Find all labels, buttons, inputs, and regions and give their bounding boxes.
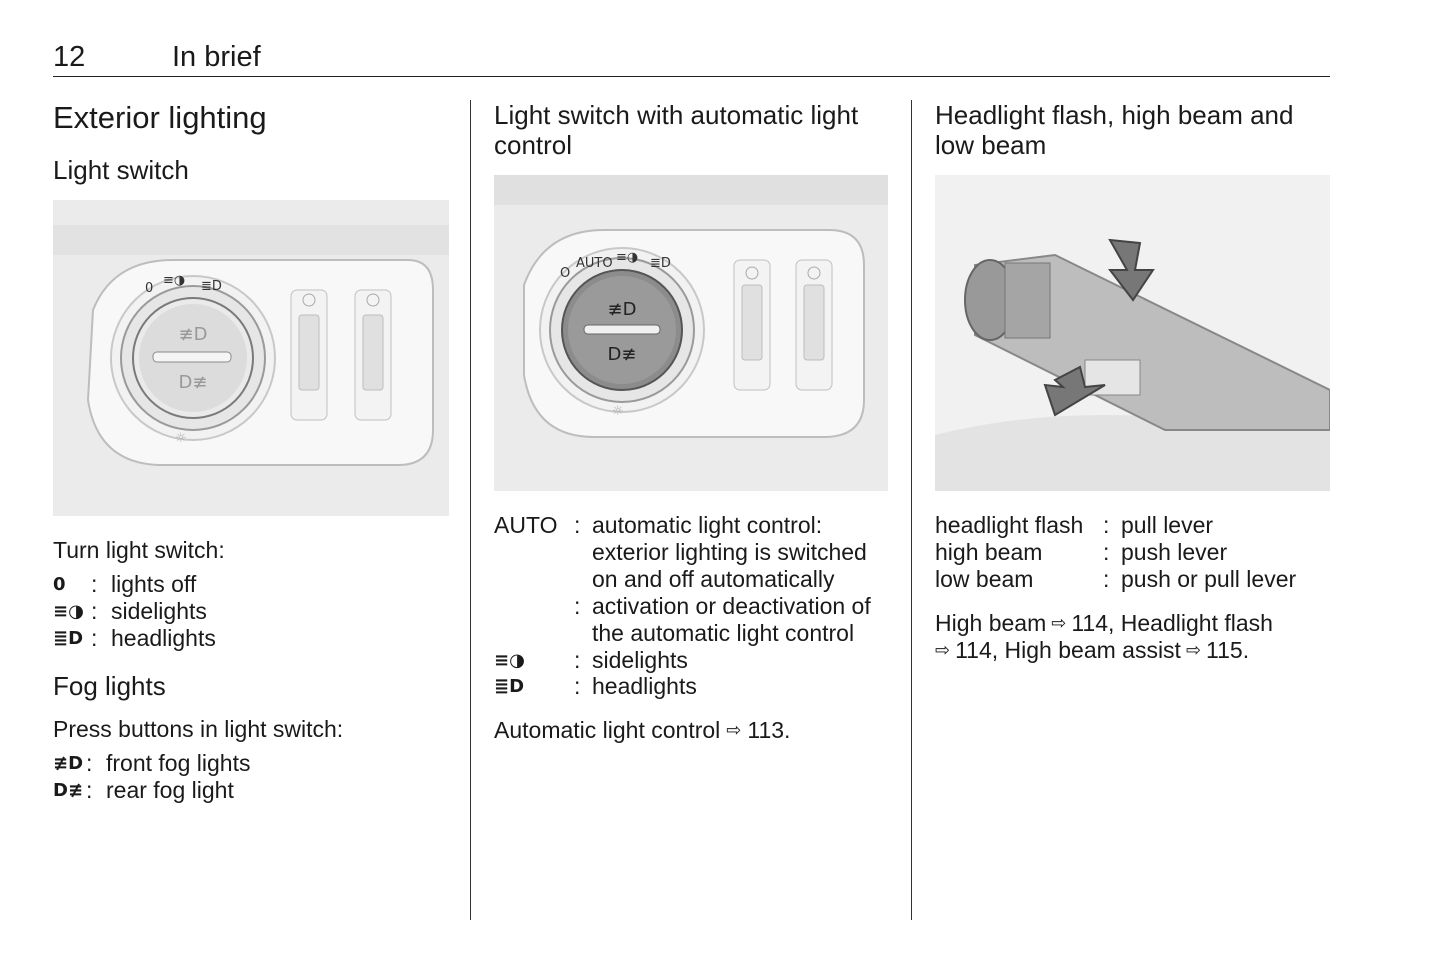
page-ref-link[interactable]: 115.: [1206, 637, 1250, 663]
svg-text:☼: ☼: [612, 404, 624, 419]
auto-light-switch-image: [494, 175, 888, 491]
cross-reference: [935, 637, 1249, 664]
header-rule: [53, 76, 1330, 77]
off-position-icon: 0: [145, 281, 154, 296]
front-fog-icon: ≢D: [178, 324, 208, 345]
auto-off-icon: O: [560, 266, 571, 281]
page-ref-link[interactable]: 114, High beam assist: [955, 637, 1181, 663]
cross-reference: Automatic light control ⇨ 113.: [494, 717, 791, 743]
list-item: ≡◑ : sidelights: [494, 647, 688, 673]
list-item: AUTO : automatic light control: exterior lighting is switched on and off automatically: [494, 512, 867, 592]
sidelights-icon: ≡◑: [53, 601, 84, 622]
list-item: low beam : push or pull lever: [935, 566, 1297, 592]
headlights-position-icon: ≣D: [201, 279, 222, 294]
page-ref-arrow-icon: ⇨: [1185, 640, 1202, 661]
heading-exterior-lighting: Exterior lighting: [53, 100, 267, 135]
svg-text:D≢: D≢: [607, 344, 637, 365]
list-item: ≢D : front fog lights: [53, 750, 251, 776]
heading-auto-light-line1: Light switch with automatic light: [494, 100, 859, 130]
sidelights-icon: ≡◑: [494, 650, 525, 671]
page-number: 12: [53, 41, 86, 73]
svg-text:≡◑: ≡◑: [616, 250, 639, 265]
list-item: D≢ : rear fog light: [53, 777, 234, 803]
page-ref-link[interactable]: 113.: [747, 717, 791, 743]
svg-text:≢D: ≢D: [607, 299, 637, 320]
subheading-fog-lights: Fog lights: [53, 671, 166, 701]
lights-off-icon: 0: [53, 574, 66, 595]
auto-label: AUTO: [576, 256, 613, 271]
list-item: ≣D : headlights: [53, 625, 216, 651]
cross-reference: High beam ⇨ 114, Headlight flash: [935, 610, 1273, 636]
page-ref-arrow-icon: ⇨: [1051, 613, 1067, 634]
front-fog-icon: ≢D: [53, 753, 84, 774]
fog-intro: Press buttons in light switch:: [53, 716, 344, 742]
headlights-icon: ≣D: [494, 676, 525, 697]
list-item: ≣D : headlights: [494, 673, 697, 699]
turn-switch-intro: Turn light switch:: [53, 537, 225, 563]
headlight-lever-image: [935, 175, 1330, 491]
list-item: headlight flash : pull lever: [935, 512, 1214, 538]
column-divider-2: [911, 100, 912, 920]
list-item: ≡◑ : sidelights: [53, 598, 207, 624]
heading-headlight-flash-line1: Headlight flash, high beam and: [935, 100, 1294, 130]
page-ref-link[interactable]: 114, Headlight flash: [1071, 610, 1273, 636]
sidelights-position-icon: ≡◑: [163, 273, 186, 288]
subheading-light-switch: Light switch: [53, 155, 189, 185]
svg-text:≣D: ≣D: [650, 256, 671, 271]
svg-text:☼: ☼: [175, 431, 187, 446]
list-item: 0 : lights off: [53, 571, 197, 597]
auto-key: AUTO: [494, 512, 558, 538]
heading-auto-light-line2: control: [494, 130, 573, 160]
list-item: high beam : push lever: [935, 539, 1228, 565]
light-switch-image: [53, 200, 449, 516]
headlights-icon: ≣D: [53, 628, 84, 649]
list-item: : activation or deactivation of the automatic light control: [574, 593, 871, 646]
column-divider-1: [470, 100, 471, 920]
heading-headlight-flash-line2: low beam: [935, 130, 1047, 160]
rear-fog-icon: D≢: [178, 372, 208, 393]
page-ref-arrow-icon: ⇨: [935, 640, 951, 661]
page-ref-arrow-icon: ⇨: [726, 720, 742, 741]
section-title: In brief: [172, 41, 261, 73]
rear-fog-icon: D≢: [53, 780, 84, 801]
